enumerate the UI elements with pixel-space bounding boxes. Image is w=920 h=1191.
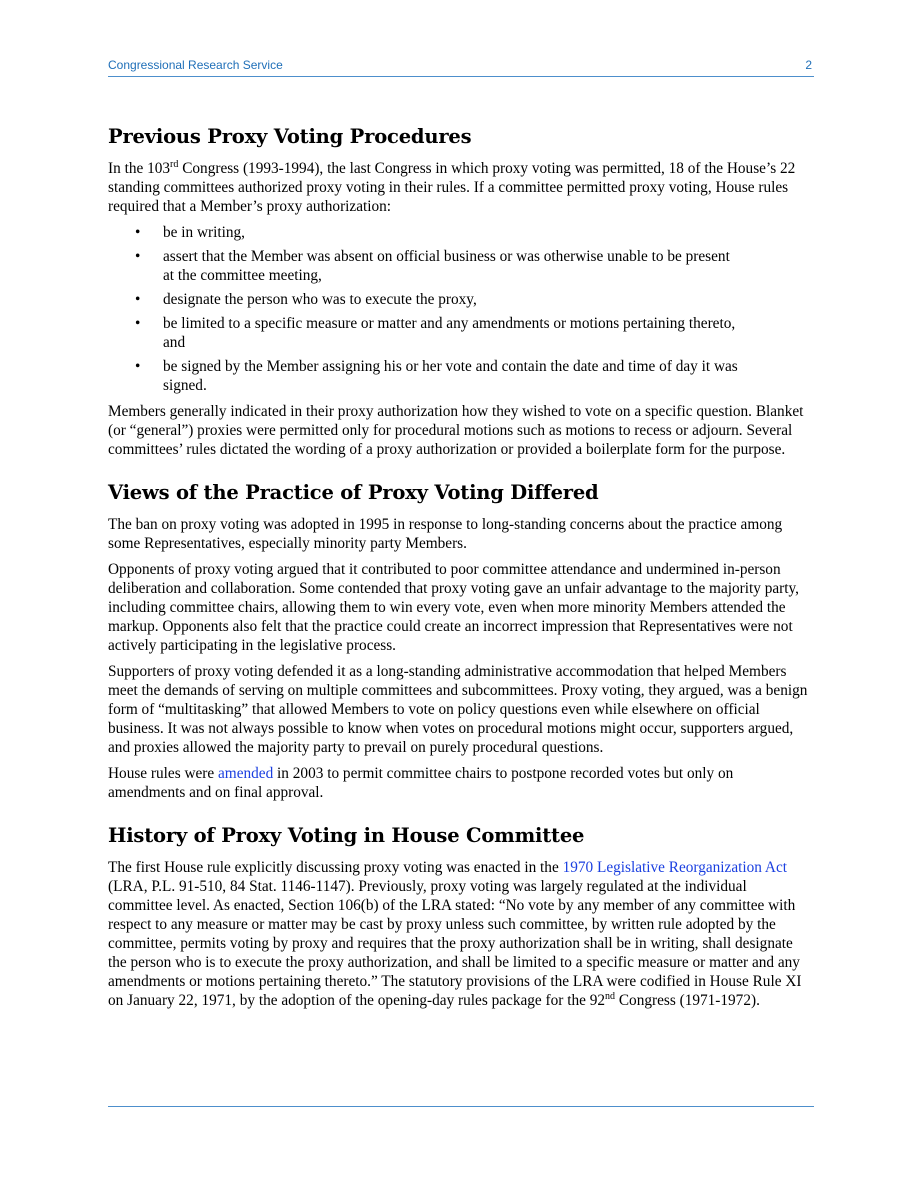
paragraph: Opponents of proxy voting argued that it contributed to poor committee attendance and undermined in-person deliberation and collaboration. Some contended that proxy voting gave an unfair advantage to the majority party, including committee chairs, allowing them to win every vote, even when more minority Members attended the markup. Opponents also felt that the practice could create an incorrect impression that Representatives were not actively participating in the legislative process.: [108, 561, 799, 654]
requirements-list: [108, 223, 814, 395]
lra-1970-link[interactable]: 1970 Legislative Reorganization Act: [562, 859, 788, 876]
list-item: • be in writing,: [108, 223, 738, 242]
paragraph: House rules were amended in 2003 to permit committee chairs to postpone recorded votes but only on amendments and on final approval.: [108, 765, 734, 801]
amended-link[interactable]: amended: [218, 765, 274, 782]
list-item: • be limited to a specific measure or matter and any amendments or motions pertaining thereto, and: [108, 314, 738, 352]
section-heading-views: Views of the Practice of Proxy Voting Differed: [108, 481, 599, 504]
paragraph: The ban on proxy voting was adopted in 1995 in response to long-standing concerns about the practice among some Representatives, especially minority party Members.: [108, 516, 783, 552]
footer-divider: [108, 1106, 814, 1107]
paragraph: The first House rule explicitly discussing proxy voting was enacted in the 1970 Legislative Reorganization Act (LRA, P.L. 91-510, 84 Stat. 1146-1147). Previously, proxy voting was largely regulated at the individual committee level. As enacted, Section 106(b) of the LRA stated: “No vote by any member of any committee with respect to any measure or matter may be cast by proxy unless such committee, by written rule adopted by the committee, permits voting by proxy and requires that the proxy authorization shall be in writing, shall designate the person who is to execute the proxy authorization, and shall be limited to a specific measure or matter and any amendments or motions pertaining thereto.” The statutory provisions of the LRA were codified in House Rule XI on January 22, 1971, by the adoption of the opening-day rules package for the 92nd Congress (1971-1972).: [108, 859, 802, 1009]
list-item: • designate the person who was to execute the proxy,: [108, 290, 738, 309]
paragraph: Supporters of proxy voting defended it as a long-standing administrative accommodation that helped Members meet the demands of serving on multiple committees and subcommittees. Proxy voting, they argued, was a benign form of “multitasking” that allowed Members to vote on policy questions even while elsewhere on official business. It was not always possible to know when votes on procedural motions might occur, supporters argued, and proxies allowed the majority party to prevail on purely procedural questions.: [108, 663, 808, 756]
section-views: [108, 480, 814, 802]
section-heading-previous-procedures: Previous Proxy Voting Procedures: [108, 125, 472, 148]
document-body: [108, 124, 814, 1017]
section-history: [108, 823, 814, 1010]
list-item: • be signed by the Member assigning his or her vote and contain the date and time of day it was signed.: [108, 357, 738, 395]
page-number: 2: [805, 58, 812, 72]
paragraph: Members generally indicated in their proxy authorization how they wished to vote on a specific question. Blanket (or “general”) proxies were permitted only for procedural motions such as motions to recess or adjourn. Several committees’ rules dictated the wording of a proxy authorization or provided a boilerplate form for the purpose.: [108, 403, 804, 458]
header-publisher: Congressional Research Service: [108, 58, 283, 72]
paragraph: In the 103rd Congress (1993-1994), the last Congress in which proxy voting was permitted, 18 of the House’s 22 standing committees authorized proxy voting in their rules. If a committee permitted proxy voting, House rules required that a Member’s proxy authorization:: [108, 158, 796, 215]
section-heading-history: History of Proxy Voting in House Committee: [108, 824, 585, 847]
list-item: • assert that the Member was absent on official business or was otherwise unable to be present at the committee meeting,: [108, 247, 738, 285]
page-header: [108, 56, 814, 77]
